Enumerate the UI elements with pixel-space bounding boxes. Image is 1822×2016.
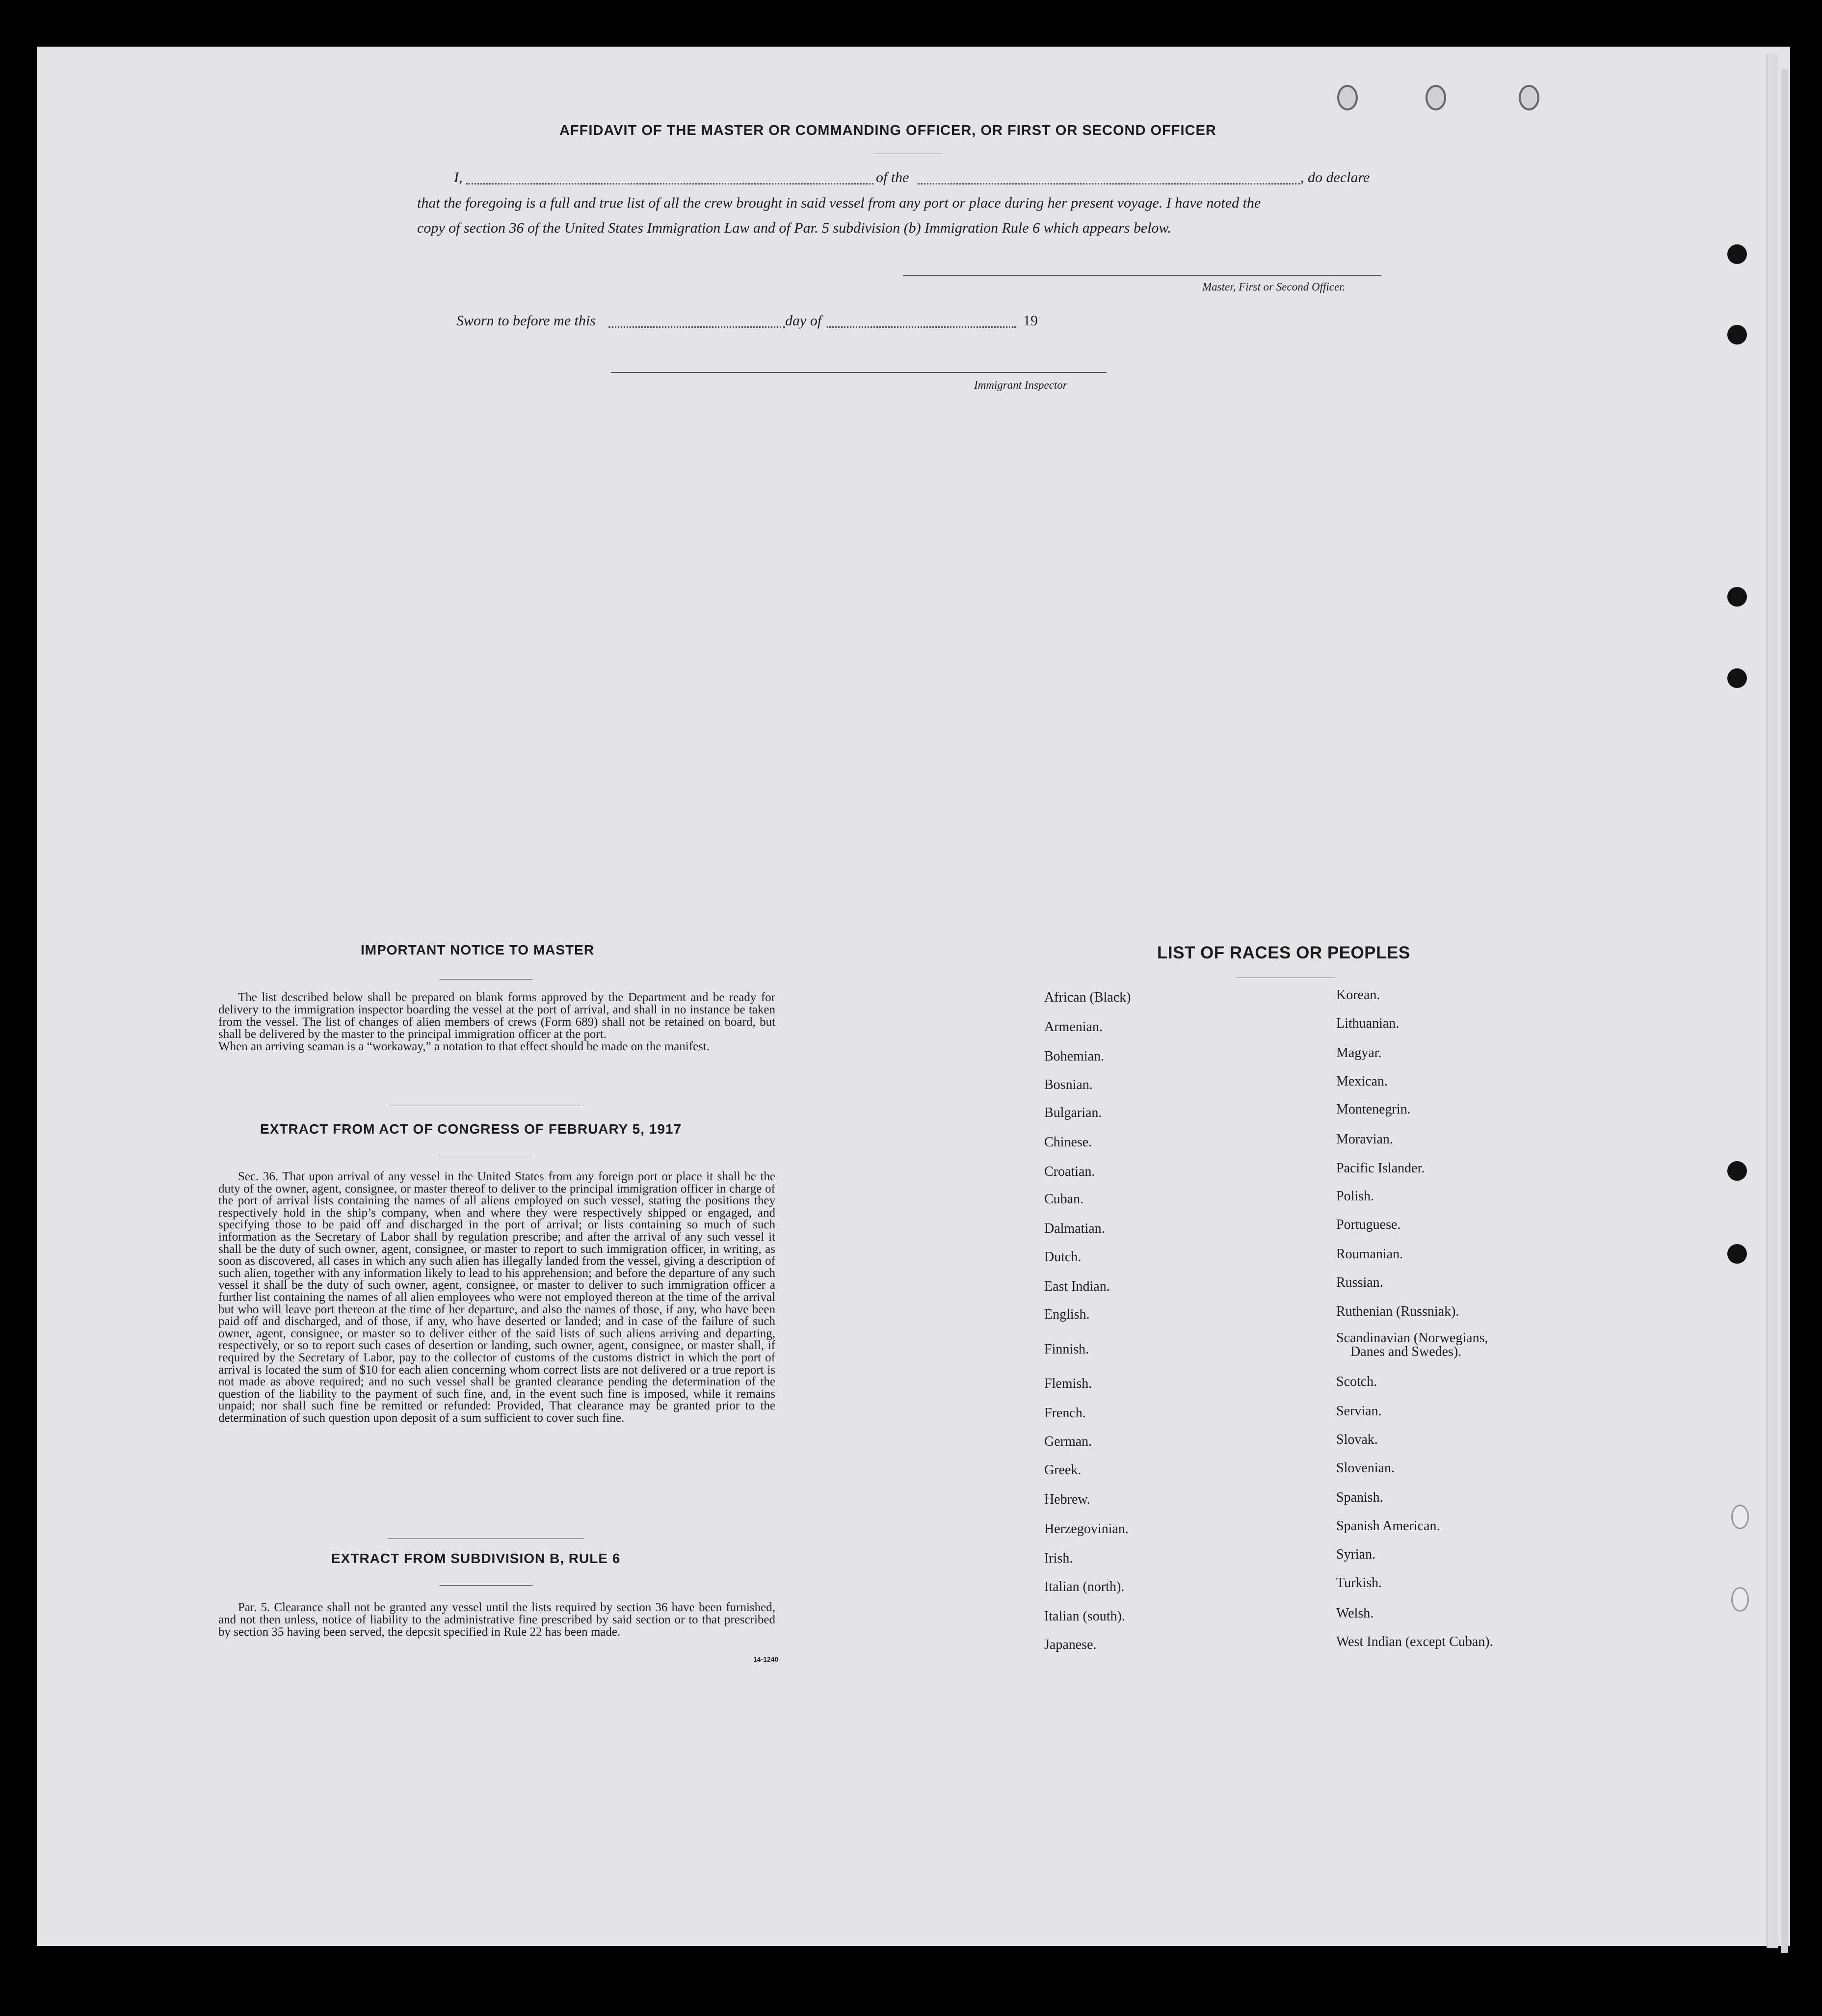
punch-hole-outline xyxy=(1731,1505,1749,1529)
day-of-label: day of xyxy=(785,313,822,329)
race-item: Welsh. xyxy=(1336,1606,1374,1621)
race-item: Dalmatian. xyxy=(1044,1221,1105,1236)
race-item: Danes and Swedes). xyxy=(1350,1344,1462,1359)
punch-hole xyxy=(1727,1244,1747,1264)
race-item: Scotch. xyxy=(1336,1374,1377,1389)
race-item: Italian (north). xyxy=(1044,1579,1125,1594)
race-item: Bulgarian. xyxy=(1044,1105,1102,1120)
race-item: Servian. xyxy=(1336,1404,1382,1419)
affidavit-text-line-2: copy of section 36 of the United States Immigration Law and of Par. 5 subdivision (b) Immigration Rule 6 which appears below. xyxy=(417,220,1171,236)
ink-mark xyxy=(1426,85,1446,110)
notice-divider xyxy=(439,979,532,980)
race-item: Korean. xyxy=(1336,987,1380,1003)
notice-title: IMPORTANT NOTICE TO MASTER xyxy=(361,942,595,957)
race-item: Herzegovinian. xyxy=(1044,1521,1129,1537)
race-item: Armenian. xyxy=(1044,1019,1103,1035)
rule-extract-body: Par. 5. Clearance shall not be granted any vessel until the lists required by section 36 have been furnished, and not then unless, notice of liability to the administrative fine prescribed by said section or to that prescribed by section 35 having been served, the depcsit specified in Rule 22 has been made. xyxy=(218,1601,775,1639)
race-item: Hebrew. xyxy=(1044,1492,1090,1507)
race-item: Cuban. xyxy=(1044,1192,1084,1207)
race-item: German. xyxy=(1044,1434,1092,1449)
race-item: Moravian. xyxy=(1336,1132,1393,1147)
race-item: English. xyxy=(1044,1307,1090,1322)
act-extract-title: EXTRACT FROM ACT OF CONGRESS OF FEBRUARY 5, 1917 xyxy=(260,1121,682,1137)
race-item: Dutch. xyxy=(1044,1249,1082,1265)
race-item: Croatian. xyxy=(1044,1164,1095,1179)
declarant-label: I, xyxy=(454,169,463,186)
race-item: Pacific Islander. xyxy=(1336,1161,1425,1176)
inspector-signature-line[interactable] xyxy=(611,372,1107,373)
do-declare-label: , do declare xyxy=(1300,169,1370,186)
race-item: Bohemian. xyxy=(1044,1049,1105,1064)
race-item: Japanese. xyxy=(1044,1637,1097,1652)
race-item: Magyar. xyxy=(1336,1045,1382,1061)
race-item: Portuguese. xyxy=(1336,1217,1401,1232)
act-extract-body: Sec. 36. That upon arrival of any vessel in the United States from any foreign port or place it shall be the duty of the owner, agent, consignee, or master thereof to deliver to the principal immigration officer in charge of the port of arrival lists containing the names of all aliens employed on such vessel, stating the positions they respectively hold in the ship’s company, when and where they were respectively shipped or engaged, and specifying those to be paid off and discharged in the port of arrival; or lists containing so much of such information as the Secretary of Labor shall by regulation prescribe; and after the arrival of any such vessel it shall be the duty of such owner, agent, consignee, or master to report to such immigration officer, in writing, as soon as discovered, all cases in which any such alien has illegally landed from the vessel, giving a description of such alien, together with any information likely to lead to his apprehension; and before the departure of any such vessel it shall be the duty of such owner, agent, consignee, or master to deliver to such immigration officer a further list containing the names of all alien employees who were not employed thereon at the time of the arrival but who will leave port thereon at the time of her departure, and also the names of those, if any, who have been paid off and discharged, and of those, if any, who have deserted or landed; and in case of the failure of such owner, agent, consignee, or master so to deliver either of the said lists of such aliens arriving and departing, respectively, or so to report such cases of desertion or landing, such owner, agent, consignee, or master shall, if required by the Secretary of Labor, pay to the collector of customs of the customs district in which the port of arrival is located the sum of $10 for each alien concerning whom correct lists are not delivered or a true report is not made as above required; and no such vessel shall be granted clearance pending the determination of the question of the liability to the payment of such fine, and, in the event such fine is imposed, while it remains unpaid; nor shall such fine be remitted or refunded: Provided, That clearance may be granted prior to the determination of such question upon deposit of a sum sufficient to cover such fine. xyxy=(218,1170,775,1425)
race-item: Slovak. xyxy=(1336,1432,1378,1447)
rule-divider xyxy=(439,1585,532,1586)
race-item: Turkish. xyxy=(1336,1575,1382,1591)
affidavit-title: AFFIDAVIT OF THE MASTER OR COMMANDING OFFICER, OR FIRST OR SECOND OFFICER xyxy=(559,123,1216,138)
ink-mark xyxy=(1519,85,1539,110)
race-item: Spanish. xyxy=(1336,1490,1383,1505)
officer-signature-caption: Master, First or Second Officer. xyxy=(1202,281,1346,293)
form-number: 14-1240 xyxy=(753,1655,779,1663)
affidavit-text-line-1: that the foregoing is a full and true list of all the crew brought in said vessel from any port or place during her present voyage. I have noted the xyxy=(417,195,1261,211)
punch-hole xyxy=(1727,668,1747,688)
race-item: East Indian. xyxy=(1044,1279,1110,1294)
sworn-month-field[interactable] xyxy=(827,326,1016,328)
race-item: Mexican. xyxy=(1336,1074,1388,1089)
sworn-label: Sworn to before me this xyxy=(456,313,596,329)
race-item: West Indian (except Cuban). xyxy=(1336,1634,1493,1649)
race-item: Italian (south). xyxy=(1044,1609,1125,1624)
punch-hole-outline xyxy=(1731,1587,1749,1612)
declarant-name-field[interactable] xyxy=(466,183,873,185)
race-item: Scandinavian (Norwegians, xyxy=(1336,1330,1488,1346)
race-item: Chinese. xyxy=(1044,1135,1092,1150)
sworn-day-field[interactable] xyxy=(608,326,785,328)
race-item: Montenegrin. xyxy=(1336,1102,1411,1117)
race-item: French. xyxy=(1044,1406,1086,1421)
punch-hole xyxy=(1727,244,1747,264)
races-title: LIST OF RACES OR PEOPLES xyxy=(1157,943,1410,962)
officer-signature-line[interactable] xyxy=(903,275,1381,276)
race-item: Slovenian. xyxy=(1336,1460,1395,1476)
page-edge xyxy=(1767,54,1778,1948)
race-item: Russian. xyxy=(1336,1275,1383,1290)
race-item: Irish. xyxy=(1044,1551,1073,1566)
inspector-caption: Immigrant Inspector xyxy=(974,379,1067,391)
punch-hole xyxy=(1727,1161,1747,1181)
race-item: Syrian. xyxy=(1336,1547,1376,1562)
sworn-year-prefix: 19 xyxy=(1023,313,1038,329)
page-edge-underlay xyxy=(1781,69,1788,1953)
rule-extract-title: EXTRACT FROM SUBDIVISION B, RULE 6 xyxy=(331,1551,621,1566)
race-item: Flemish. xyxy=(1044,1376,1092,1391)
race-item: Polish. xyxy=(1336,1189,1374,1204)
race-item: African (Black) xyxy=(1044,990,1131,1005)
race-item: Finnish. xyxy=(1044,1342,1089,1357)
notice-body: The list described below shall be prepared on blank forms approved by the Department and be ready for delivery to the immigration inspector boarding the vessel at the port of arrival, and shall in no instance be taken from the vessel. The list of changes of alien members of crews (Form 689) shall not be retained on board, but shall be delivered by the master to the principal immigration officer at the port. When an arriving seaman is a “workaway,” a notation to that effect should be made on the manifest. xyxy=(218,991,775,1053)
race-item: Roumanian. xyxy=(1336,1247,1403,1262)
race-item: Lithuanian. xyxy=(1336,1016,1400,1031)
punch-hole xyxy=(1727,325,1747,345)
race-item: Greek. xyxy=(1044,1462,1082,1478)
ink-mark xyxy=(1337,85,1358,110)
race-item: Ruthenian (Russniak). xyxy=(1336,1304,1459,1319)
race-item: Bosnian. xyxy=(1044,1077,1093,1092)
punch-hole xyxy=(1727,587,1747,607)
vessel-name-field[interactable] xyxy=(918,183,1300,185)
race-item: Spanish American. xyxy=(1336,1518,1440,1534)
of-the-label: of the xyxy=(876,169,909,186)
